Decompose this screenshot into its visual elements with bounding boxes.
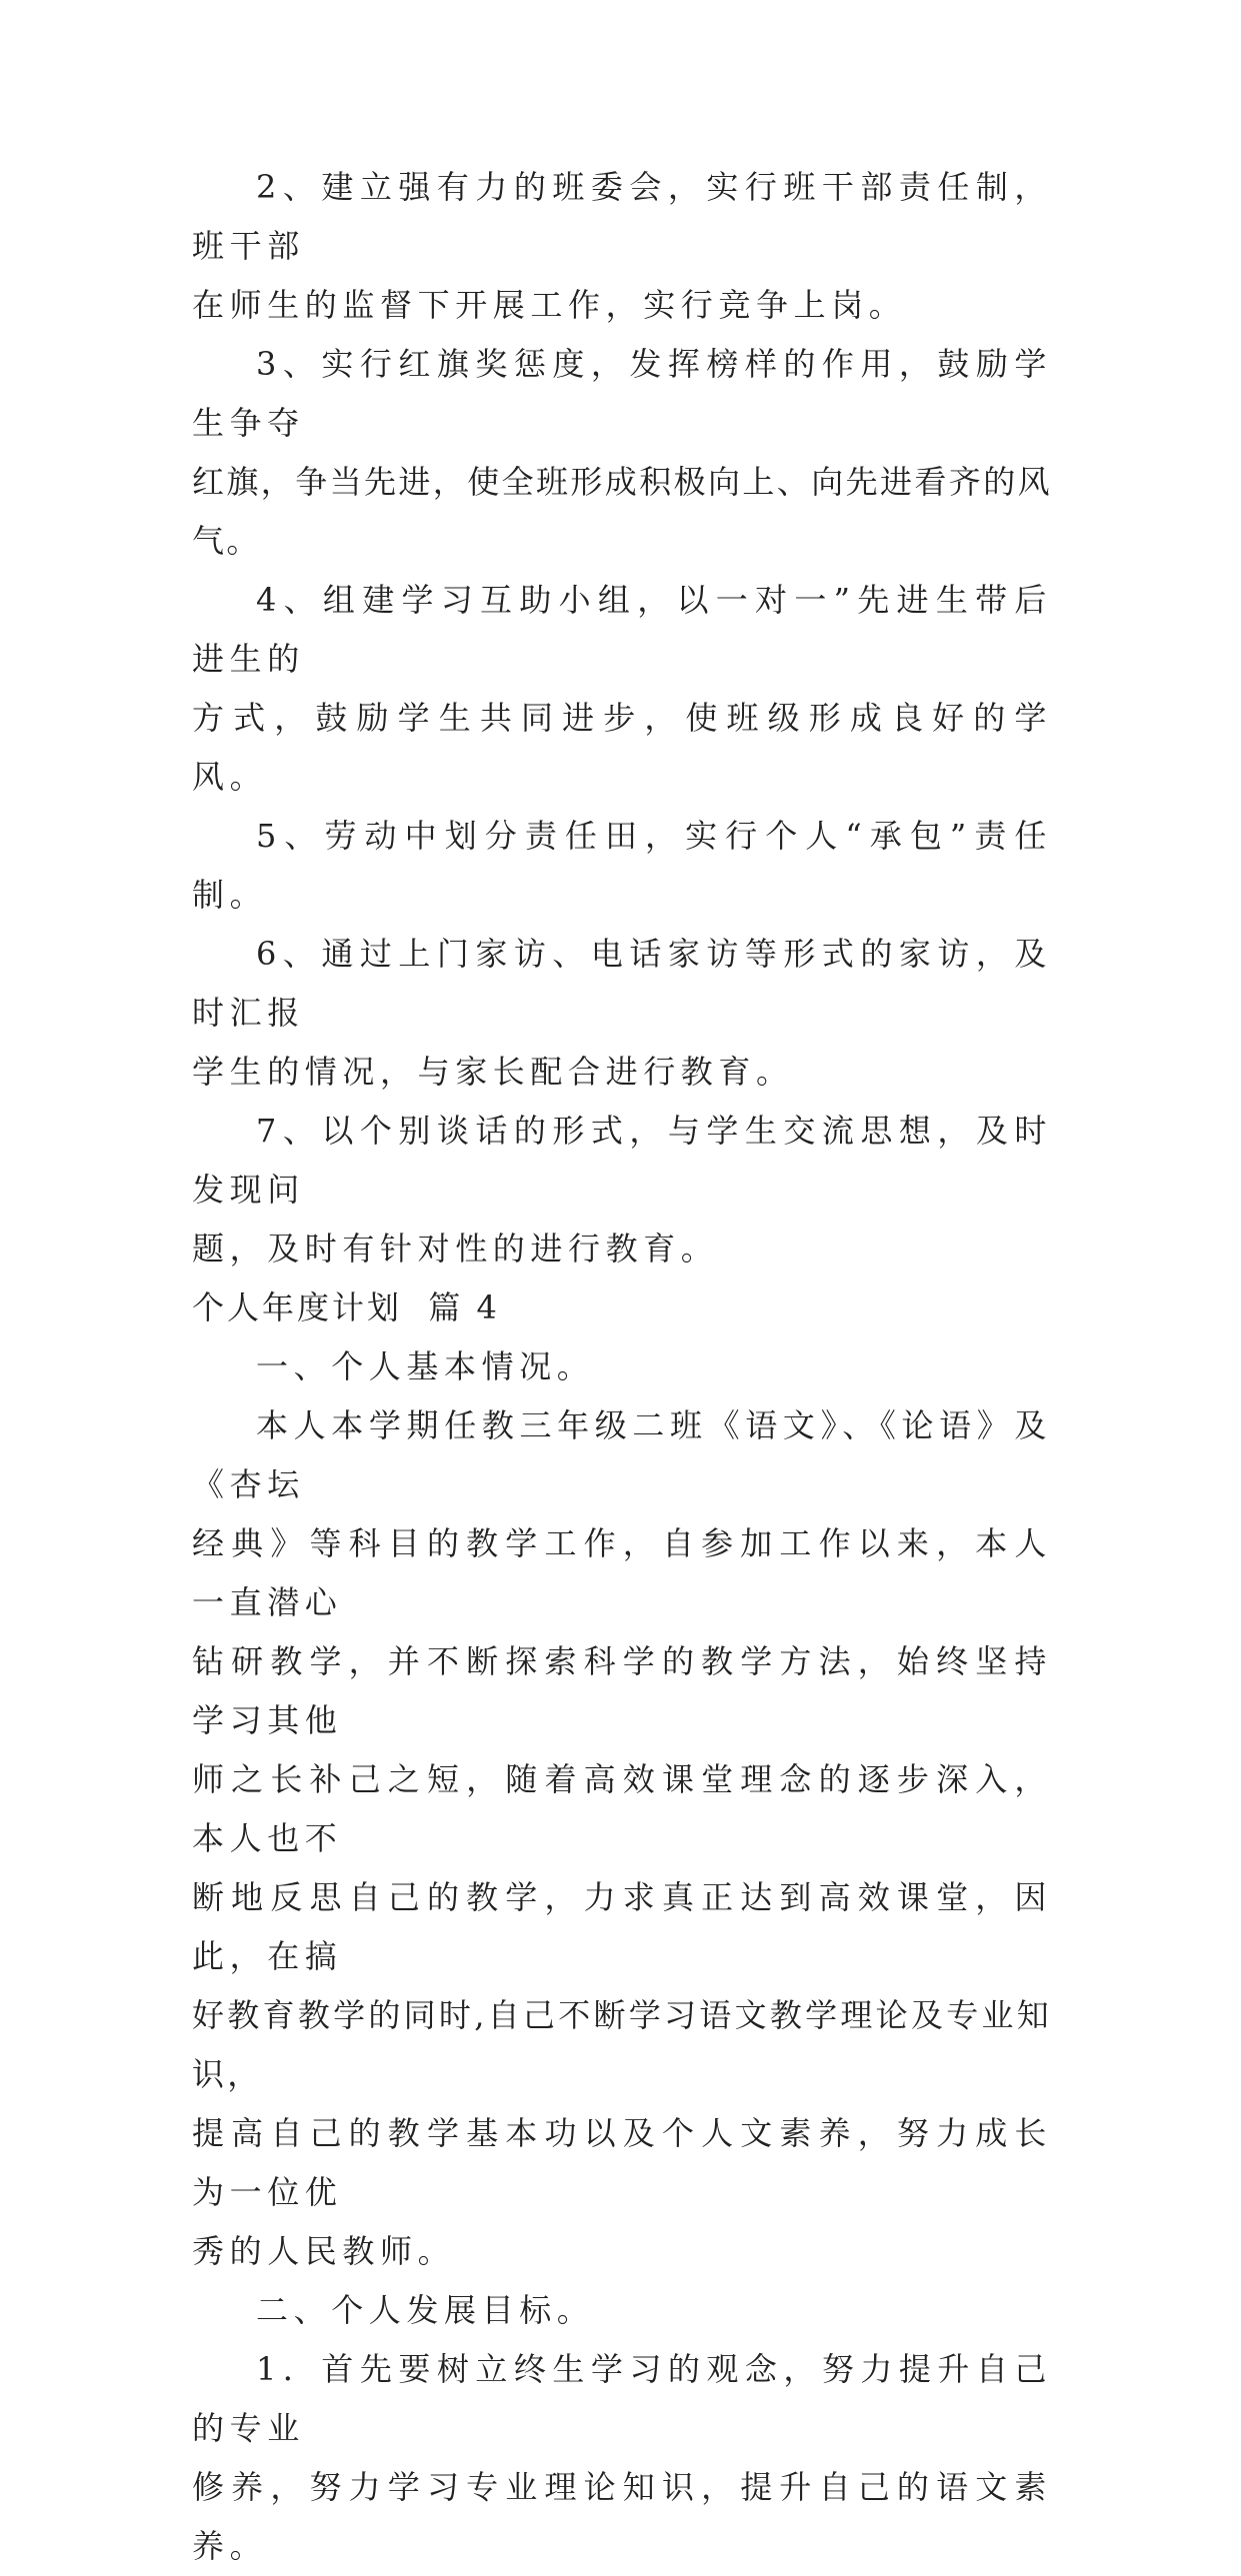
paragraph-line: 一、个人基本情况。 [256, 1347, 595, 1385]
paragraph-line: 1．首先要树立终生学习的观念，努力提升自己的专业 [192, 2350, 1052, 2447]
paragraph-item-7 [192, 1102, 1052, 1279]
paragraph-line: 红旗，争当先进，使全班形成积极向上、向先进看齐的风气。 [192, 463, 1053, 560]
paragraph-line: 修养，努力学习专业理论知识，提升自己的语文素养。 [192, 2468, 1052, 2565]
paragraph-line: 提高自己的教学基本功以及个人文素养，努力成长为一位优 [192, 2114, 1052, 2211]
paragraph-line: 师之长补己之短，随着高效课堂理念的逐步深入，本人也不 [192, 1760, 1052, 1857]
paragraph-line: 3、实行红旗奖惩度，发挥榜样的作用，鼓励学生争夺 [192, 345, 1052, 442]
paragraph-line: 二、个人发展目标。 [256, 2291, 595, 2329]
paragraph-line: 2、建立强有力的班委会，实行班干部责任制，班干部 [192, 168, 1052, 265]
paragraph-item-2 [192, 158, 1052, 335]
paragraph-line: 好教育教学的同时,自己不断学习语文教学理论及专业知识， [192, 1996, 1052, 2093]
paragraph-line: 5、劳动中划分责任田，实行个人“承包”责任制。 [192, 817, 1052, 914]
paragraph-basic-info [192, 1396, 1052, 2281]
paragraph-line: 学生的情况，与家长配合进行教育。 [192, 1053, 794, 1091]
paragraph-line: 4、组建学习互助小组，以一对一”先进生带后进生的 [192, 581, 1052, 678]
section-subheading-goals [192, 2281, 1052, 2340]
paragraph-line: 方式，鼓励学生共同进步，使班级形成良好的学风。 [192, 699, 1052, 796]
paragraph-line: 经典》等科目的教学工作，自参加工作以来，本人一直潜心 [192, 1524, 1052, 1621]
document-body [192, 158, 1052, 2576]
paragraph-line: 断地反思自己的教学，力求真正达到高效课堂，因此，在搞 [192, 1878, 1052, 1975]
section-heading: 个人年度计划 篇 4 [192, 1288, 500, 1326]
paragraph-goal-1 [192, 2340, 1052, 2576]
paragraph-line: 钻研教学，并不断探索科学的教学方法，始终坚持学习其他 [192, 1642, 1052, 1739]
paragraph-item-6 [192, 925, 1052, 1102]
paragraph-item-3 [192, 335, 1052, 571]
paragraph-item-4 [192, 571, 1052, 807]
section-subheading-basic-info [192, 1337, 1052, 1396]
paragraph-item-5 [192, 807, 1052, 925]
paragraph-line: 题，及时有针对性的进行教育。 [192, 1230, 719, 1268]
paragraph-line: 在师生的监督下开展工作，实行竞争上岗。 [192, 286, 907, 324]
paragraph-line: 6、通过上门家访、电话家访等形式的家访，及时汇报 [192, 935, 1052, 1032]
paragraph-line: 秀的人民教师。 [192, 2232, 456, 2270]
paragraph-line: 7、以个别谈话的形式，与学生交流思想，及时发现问 [192, 1112, 1052, 1209]
paragraph-line: 本人本学期任教三年级二班《语文》、《论语》及《杏坛 [192, 1406, 1052, 1503]
